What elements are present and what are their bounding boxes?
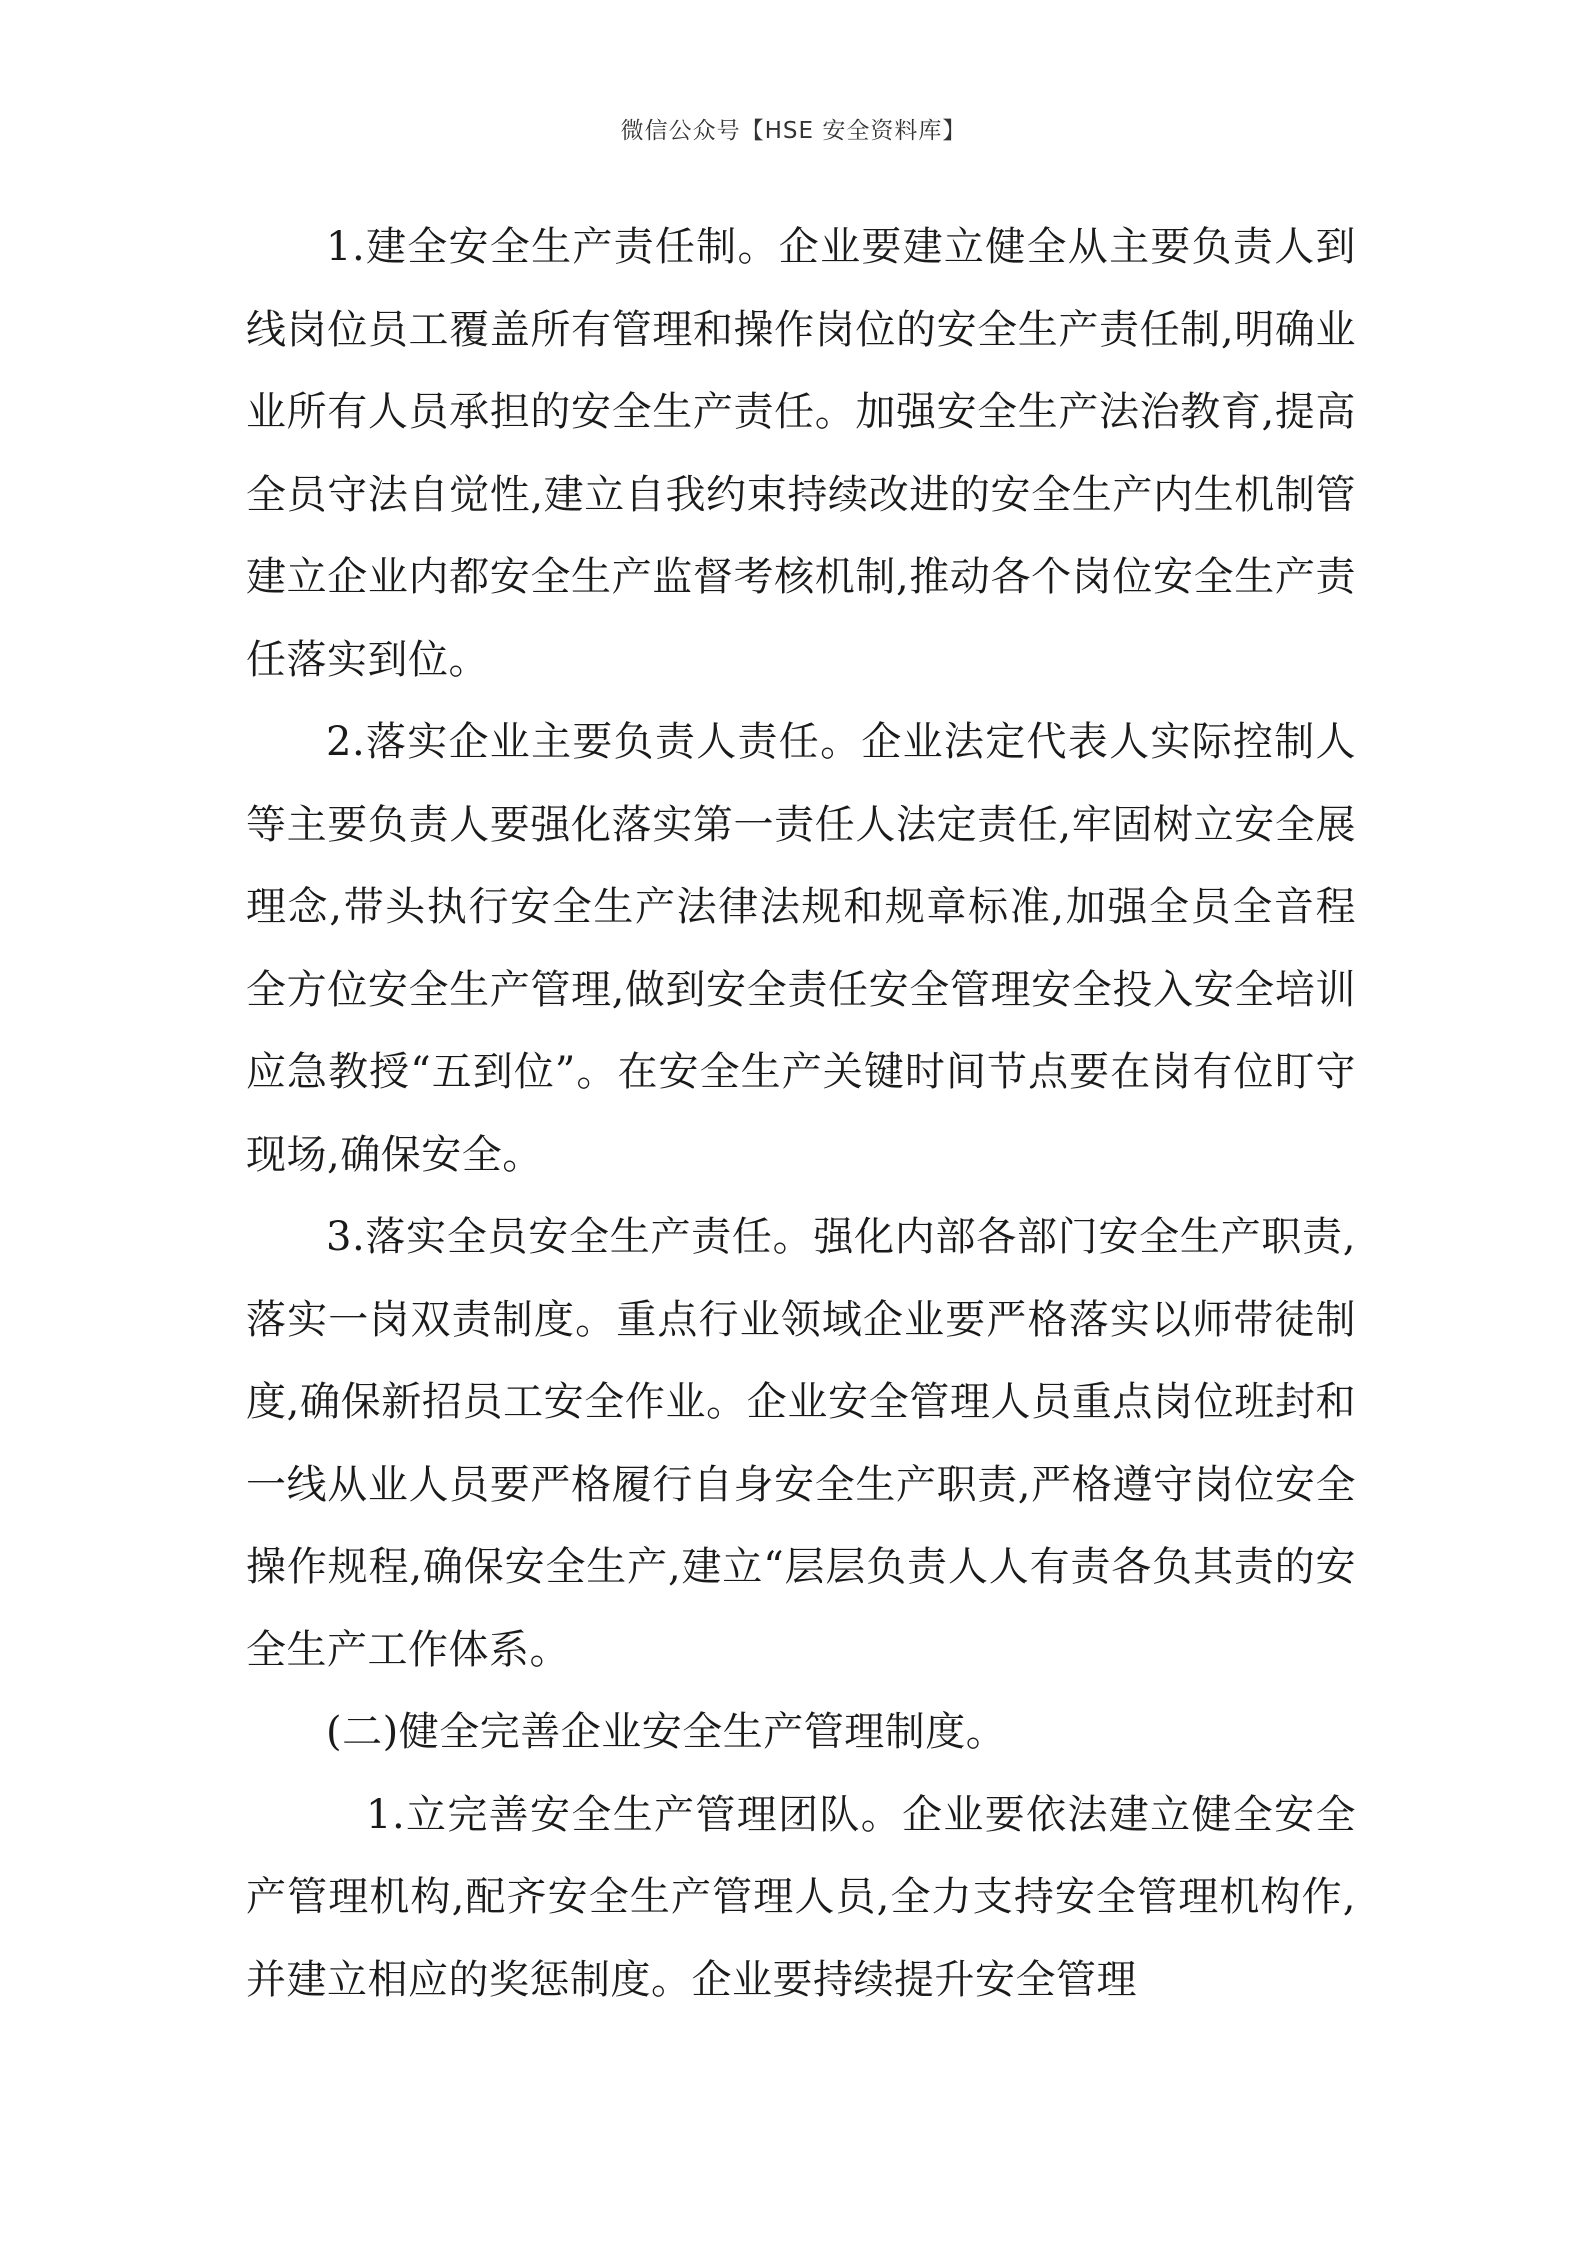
document-body	[246, 206, 1356, 2021]
paragraph-1: 1.建全安全生产责任制。企业要建立健全从主要负责人到线岗位员工覆盖所有管理和操作岗位的安全生产责任制,明确业业所有人员承担的安全生产责任。加强安全生产法治教育,提高全员守法自觉性,建立自我约束持续改进的安全生产内生机制管建立企业内都安全生产监督考核机制,推动各个岗位安全生产责任落实到位。	[246, 224, 1356, 683]
paragraph-4: 1.立完善安全生产管理团队。企业要依法建立健全安全产管理机构,配齐安全生产管理人员,全力支持安全管理机构作,并建立相应的奖惩制度。企业要持续提升安全管理	[246, 1791, 1356, 2003]
section-heading: (二)健全完善企业安全生产管理制度。	[326, 1709, 1007, 1755]
page-header: 微信公众号【HSE 安全资料库】	[620, 118, 967, 144]
paragraph-2: 2.落实企业主要负责人责任。企业法定代表人实际控制人等主要负责人要强化落实第一责任人法定责任,牢固树立安全展理念,带头执行安全生产法律法规和规章标准,加强全员全音程全方位安全生产管理,做到安全责任安全管理安全投入安全培训应急教授“五到位”。在安全生产关键时间节点要在岗有位盯守现场,确保安全。	[246, 719, 1356, 1178]
paragraph-3: 3.落实全员安全生产责任。强化内部各部门安全生产职责,落实一岗双责制度。重点行业领域企业要严格落实以师带徒制度,确保新招员工安全作业。企业安全管理人员重点岗位班封和一线从业人员要严格履行自身安全生产职责,严格遵守岗位安全操作规程,确保安全生产,建立“层层负责人人有责各负其责的安全生产工作体系。	[246, 1214, 1356, 1673]
